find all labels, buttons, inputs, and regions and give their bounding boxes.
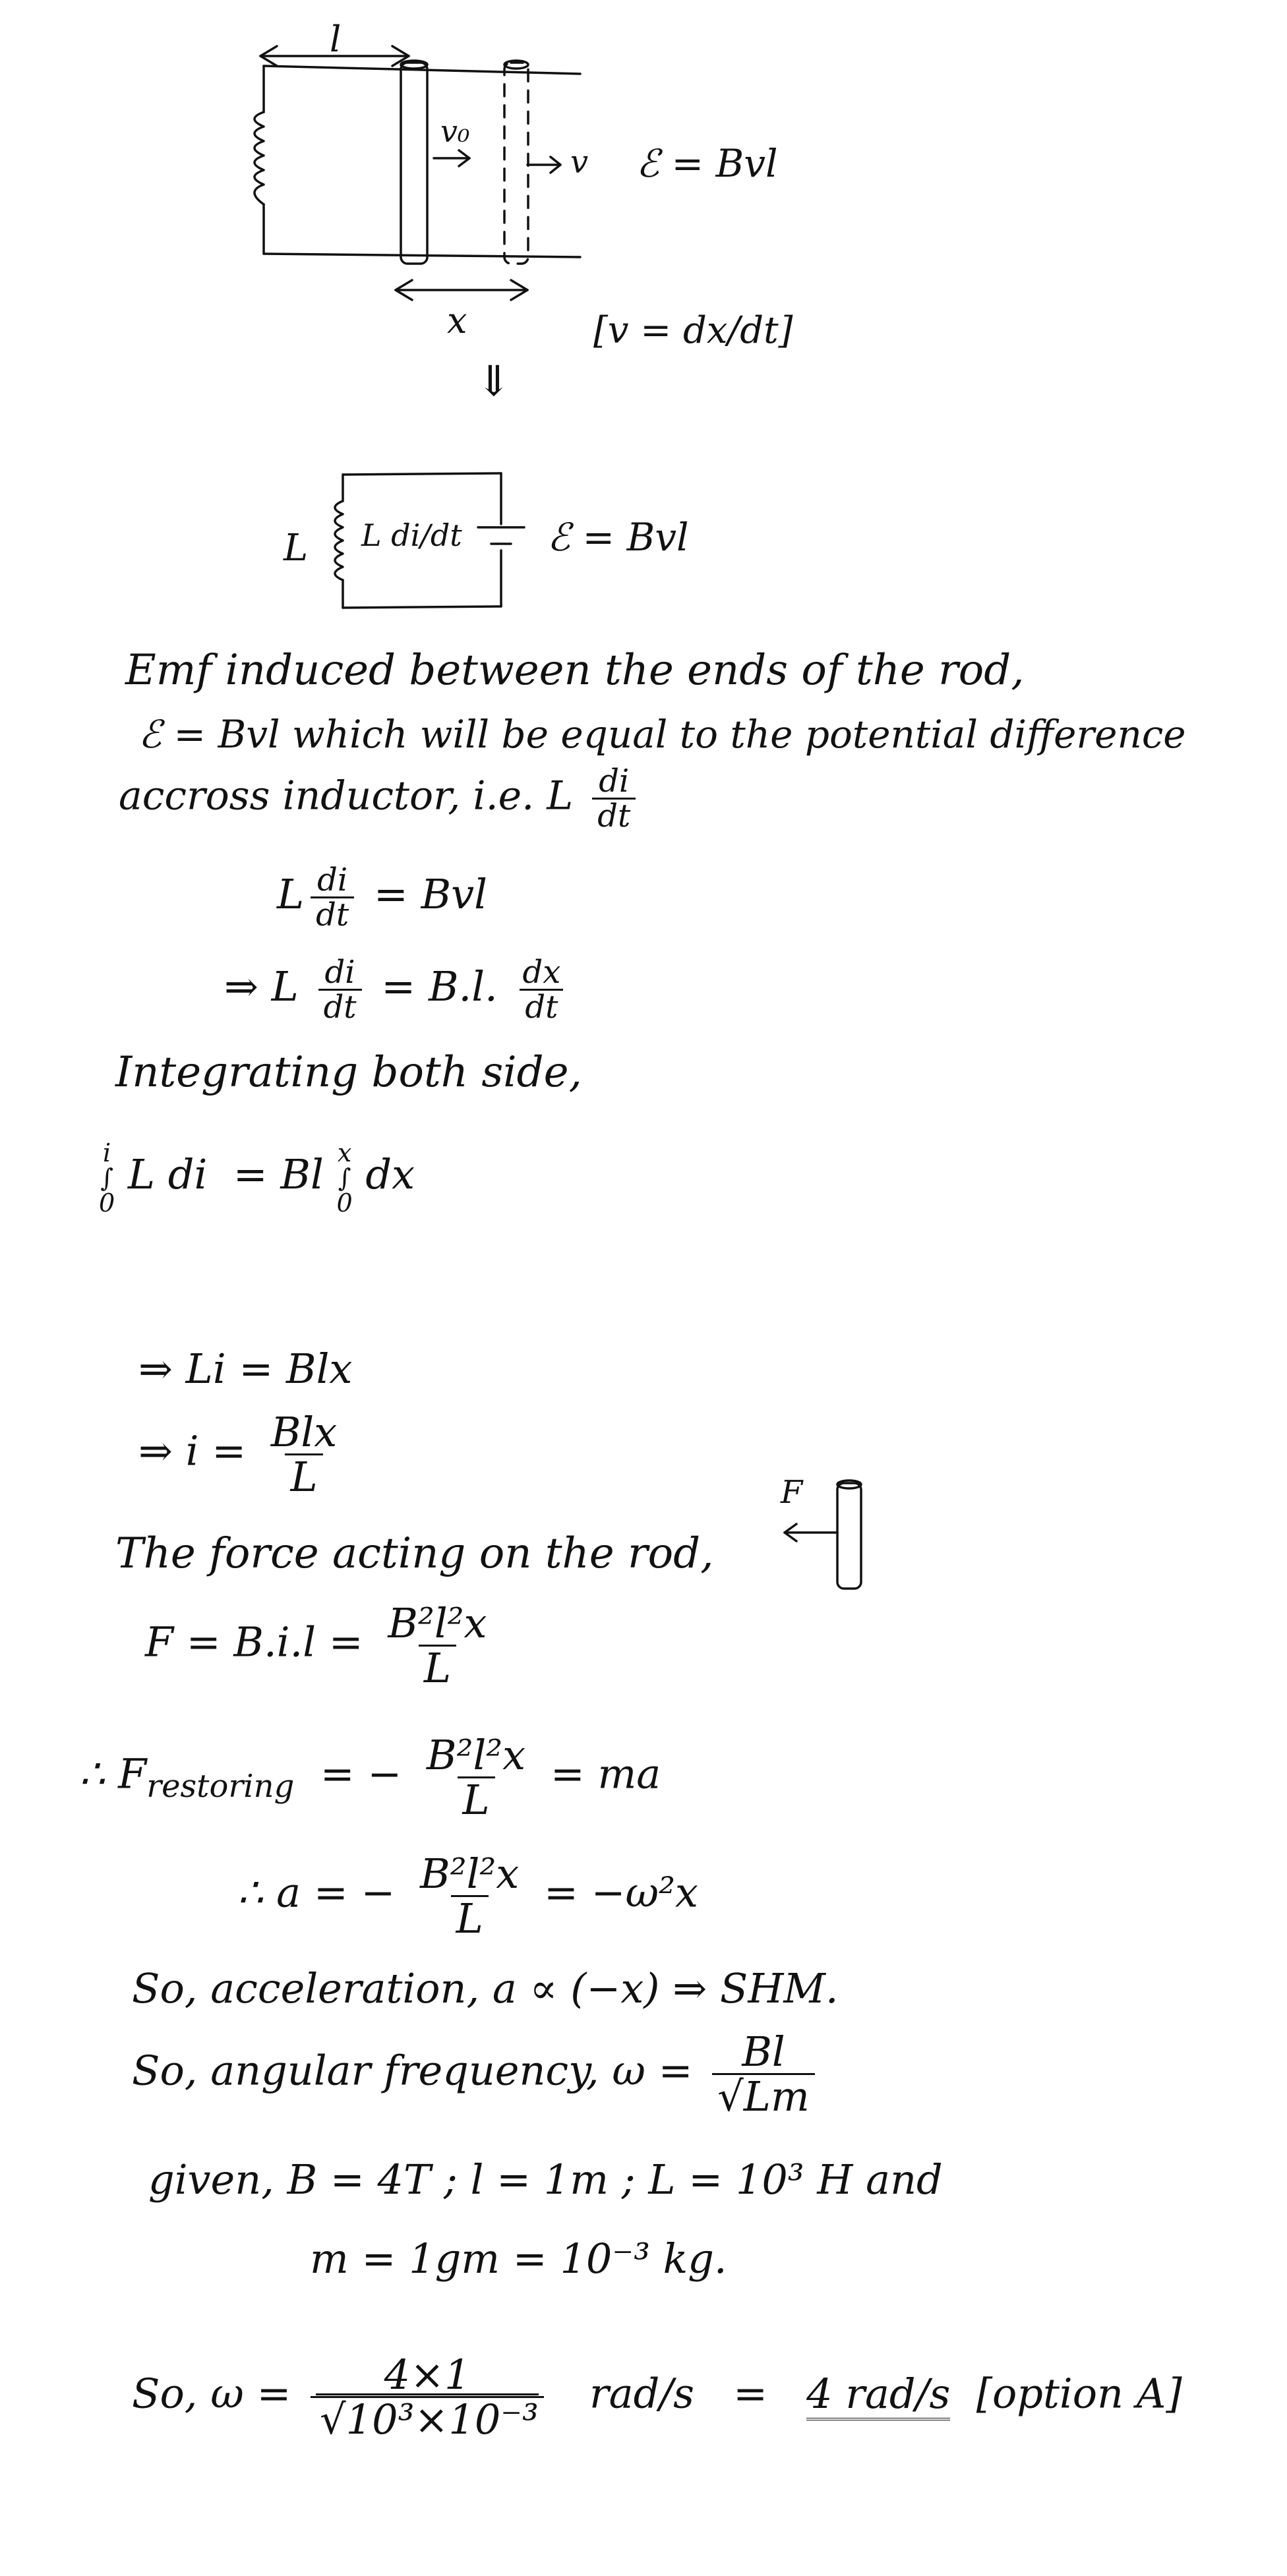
emf-line-3: accross inductor, i.e. L $\frac{di}{dt}$ (119, 765, 642, 833)
v-arrow (527, 157, 560, 173)
inductor-coil-2 (335, 501, 343, 580)
result-1: ⇒ Li = Blx (138, 1345, 353, 1393)
shm-line: So, acceleration, a ∝ (−x) ⇒ SHM. (132, 1964, 839, 2012)
force-equation: F = B.i.l = $\frac{\text{B²l²x}}{L}$ (145, 1599, 487, 1693)
integral-equation: i ∫ 0 L di = Bl x ∫ 0 dx (99, 1138, 415, 1217)
equation-1: L $\frac{di}{dt}$ = Bvl (277, 862, 487, 934)
label-x: x (447, 300, 467, 341)
equivalent-circuit (0, 461, 1287, 633)
final-answer: 4 rad/s (806, 2370, 950, 2420)
label-v0: v₀ (440, 113, 470, 149)
force-label: F (781, 1474, 803, 1511)
label-v: v (570, 144, 589, 181)
emf-line-1: Emf induced between the ends of the rod, (125, 646, 1025, 695)
battery-icon (478, 527, 524, 544)
label-l: l (330, 18, 342, 60)
emf-formula-1: ℰ = Bvl (636, 141, 778, 186)
option-label: [option A] (976, 2369, 1182, 2418)
final-answer-line: So, ω = $\frac{4\times 1}{\text{√10³×10⁻³}}$ rad/s = 4 rad/s [option A] (132, 2351, 1182, 2444)
rod-force-diagram (771, 1470, 916, 1602)
rail-rod-diagram (0, 0, 1287, 475)
displacement-x-arrow (396, 280, 527, 300)
acceleration-equation: ∴ a = − $\frac{\text{B²l²x}}{L}$ = −ω²x (237, 1850, 698, 1943)
given-line-1: given, B = 4T ; l = 1m ; L = 10³ H and (148, 2155, 943, 2204)
integrating-text: Integrating both side, (115, 1048, 582, 1097)
label-L: L (284, 527, 309, 570)
result-2: ⇒ i = $\frac{\text{Blx}}{L}$ (138, 1408, 338, 1502)
emf-line-2: ℰ = Bvl which will be equal to the potential difference (138, 712, 1186, 757)
down-arrow: ⇓ (476, 357, 512, 406)
given-line-2: m = 1gm = 10⁻³ kg. (310, 2235, 727, 2283)
equation-2: ⇒ L $\frac{di}{dt}$ = B.l. $\frac{dx}{dt}$ (224, 956, 572, 1024)
v0-arrow (434, 150, 469, 166)
emf-formula-2: ℰ = Bvl (547, 515, 689, 560)
restoring-force-equation: ∴ $F_{restoring}$ = − $\frac{\text{B²l²x}}{L}$ = ma (79, 1731, 661, 1825)
angular-frequency-line: So, angular frequency, ω = $\frac{Bl}{√Lm}$ (132, 2030, 822, 2118)
inductor-coil (254, 112, 264, 204)
velocity-definition: [v = dx/dt] (593, 309, 793, 352)
force-acting-text: The force acting on the rod, (115, 1529, 714, 1578)
rod-later-position (504, 61, 528, 264)
moving-rod (401, 61, 427, 264)
bottom-rail (264, 254, 580, 257)
label-L-di-dt: L di/dt (361, 517, 462, 553)
